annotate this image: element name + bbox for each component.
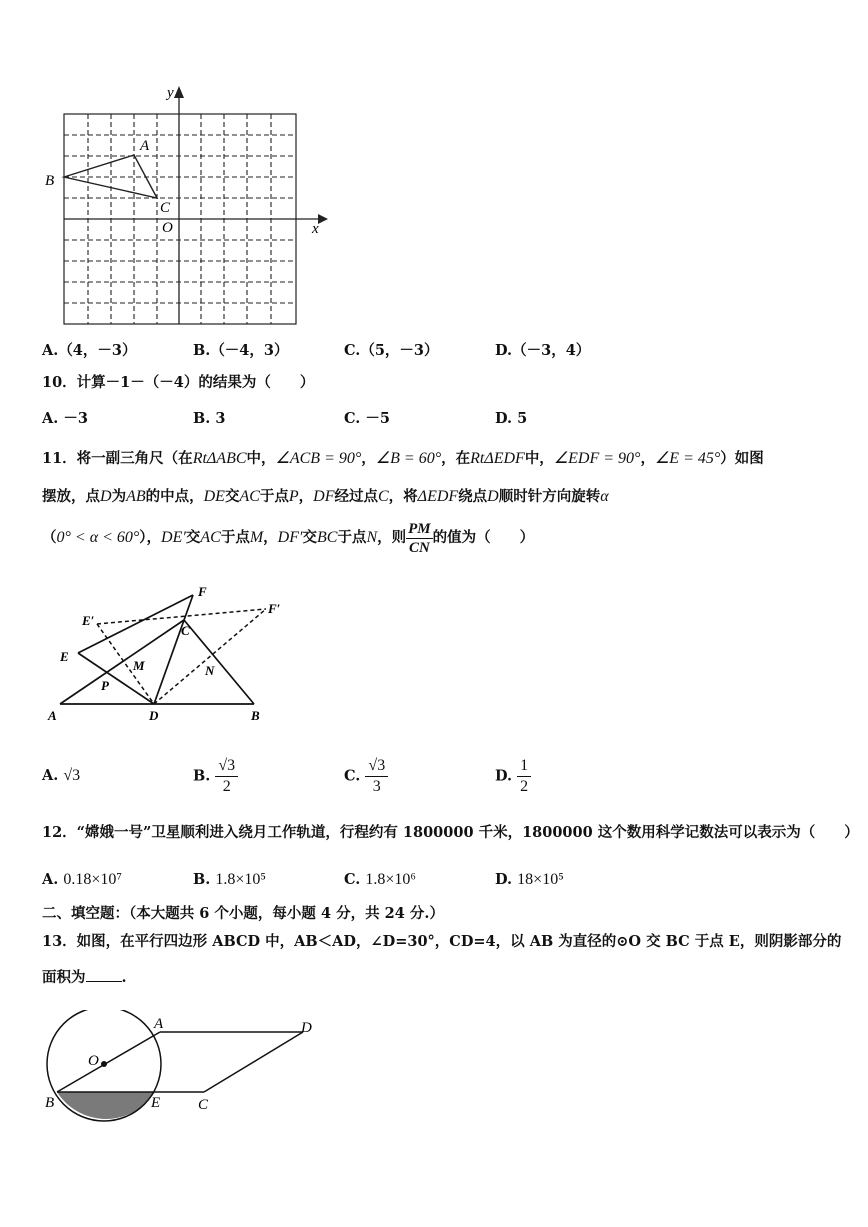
point-e-prime-label: E′ [82, 613, 95, 628]
point-a-label: A [140, 138, 150, 154]
section-2-heading: 二、填空题：（本大题共 6 个小题，每小题 4 分，共 24 分.） [42, 905, 444, 922]
q13-stem-line1: 13．如图，在平行四边形 ABCD 中，AB＜AD，∠D=30°，CD=4，以 AB 为直径的⊙O 交 BC 于点 E，则阴影部分的 [42, 933, 842, 950]
origin-label: O [162, 220, 173, 236]
y-axis-arrow [174, 86, 184, 98]
y-axis-label: y [167, 85, 174, 101]
shaded-region [57, 1092, 155, 1119]
point-n-label: N [205, 663, 215, 678]
point-d-label: D [149, 708, 159, 723]
q11-stem-line3: （0° < α < 60°），DE′交AC于点M，DF′交BC于点N，则 $\frac{PM}{CN}$ 的值为（ ） [42, 520, 535, 556]
segment-bc [184, 620, 254, 704]
q9-option-b[interactable]: B.（－4，3） [193, 342, 289, 359]
point-a-label: A [154, 1016, 164, 1032]
q9-coordinate-figure [36, 80, 336, 340]
q11-triangle-figure [40, 580, 300, 730]
q12-option-a[interactable]: A. 0.18×10⁷ [42, 871, 122, 888]
q10-stem: 10．计算－1－（－4）的结果为（ ） [42, 374, 315, 391]
q11-stem-line2: 摆放，点D为AB的中点，DE交AC于点P，DF经过点C，将ΔEDF绕点D顺时针方向旋转α [42, 488, 609, 505]
point-o-label: O [88, 1053, 99, 1069]
point-b-label: B [45, 173, 55, 189]
point-p-label: P [101, 678, 109, 693]
segment-ab-diameter [57, 1032, 160, 1092]
q10-option-a[interactable]: A. －3 [42, 410, 88, 427]
q11-stem-line1: 11．将一副三角尺（在RtΔABC中，∠ACB = 90°，∠B = 60°，在RtΔEDF中，∠EDF = 90°，∠E = 45°）如图 [42, 450, 764, 467]
q10-option-b[interactable]: B. 3 [193, 410, 226, 427]
q9-option-d[interactable]: D.（－3，4） [495, 342, 591, 359]
segment-ac [60, 620, 184, 704]
point-d-label: D [301, 1020, 312, 1036]
q10-option-d[interactable]: D. 5 [495, 410, 528, 427]
point-c-label: C [198, 1097, 209, 1113]
segment-dc [204, 1032, 303, 1092]
answer-blank[interactable] [86, 967, 122, 982]
pm-over-cn-fraction: $\frac{PM}{CN}$ [408, 520, 431, 556]
q10-option-c[interactable]: C. －5 [344, 410, 390, 427]
point-c-label: C [160, 200, 171, 216]
point-c-label: C [181, 623, 190, 638]
point-b-label: B [45, 1095, 55, 1111]
q13-parallelogram-figure [38, 1010, 328, 1125]
x-axis-label: x [312, 221, 319, 237]
q9-option-c[interactable]: C.（5，－3） [344, 342, 439, 359]
q11-option-b[interactable]: B. $\frac{√3}{2}$ [193, 756, 238, 797]
q11-option-c[interactable]: C. $\frac{√3}{3}$ [344, 756, 388, 797]
q12-option-d[interactable]: D. 18×10⁵ [495, 871, 564, 888]
point-e-label: E [60, 649, 69, 664]
q11-option-d[interactable]: D. $\frac{1}{2}$ [495, 756, 531, 797]
point-e-label: E [151, 1095, 161, 1111]
q12-option-c[interactable]: C. 1.8×10⁶ [344, 871, 417, 888]
q12-option-b[interactable]: B. 1.8×10⁵ [193, 871, 266, 888]
point-a-label: A [48, 708, 57, 723]
center-point [101, 1061, 107, 1067]
q11-option-a[interactable]: A. √3 [42, 767, 81, 784]
point-m-label: M [133, 658, 145, 673]
point-f-label: F [198, 584, 207, 599]
q12-stem: 12．“嫦娥一号”卫星顺利进入绕月工作轨道，行程约有 1800000 千米，1800000 这个数用科学记数法可以表示为（ ） [42, 824, 859, 841]
q13-stem-line2: 面积为 . [42, 969, 127, 986]
x-axis-arrow [318, 214, 328, 224]
point-b-label: B [251, 708, 260, 723]
triangle-abc [64, 155, 157, 198]
point-f-prime-label: F′ [268, 601, 281, 616]
q9-option-a[interactable]: A.（4，－3） [42, 342, 137, 359]
